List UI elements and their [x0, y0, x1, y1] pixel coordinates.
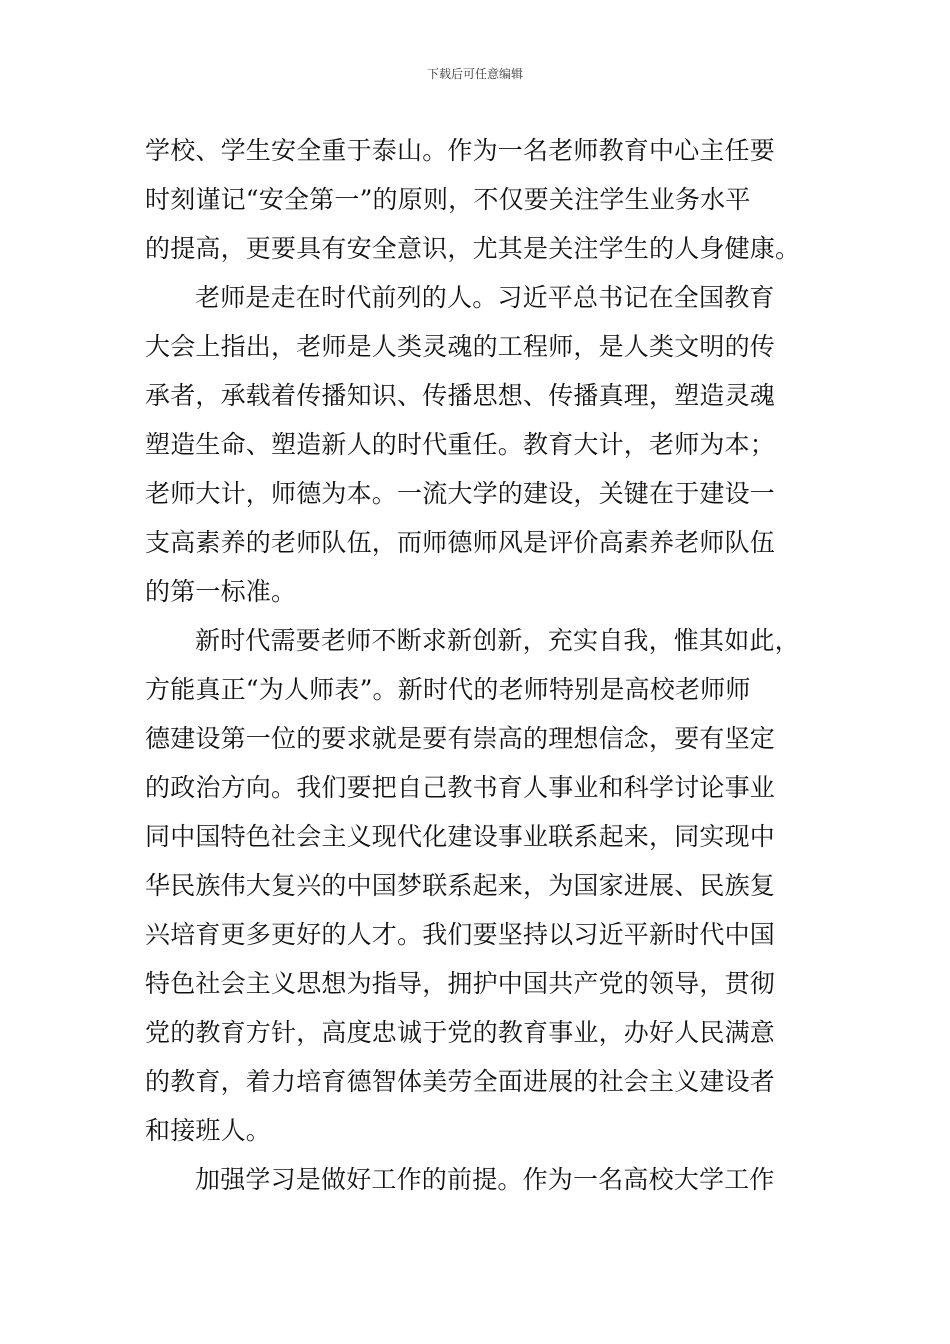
body-text [145, 126, 825, 1204]
header-note: 下载后可任意编辑 [426, 67, 523, 81]
text-line: 特色社会主义思想为指导，拥护中国共产党的领导，贯彻 [145, 969, 776, 998]
text-line: 大会上指出，老师是人类灵魂的工程师，是人类文明的传 [145, 332, 776, 361]
text-line: 的第一标准。 [145, 577, 297, 606]
text-line: 党的教育方针，高度忠诚于党的教育事业，办好人民满意 [145, 1018, 776, 1047]
text-line: 同中国特色社会主义现代化建设事业联系起来，同实现中 [145, 822, 776, 851]
text-line: 德建设第一位的要求就是要有崇高的理想信念，要有坚定 [145, 724, 776, 753]
text-line: 的政治方向。我们要把自己教书育人事业和科学讨论事业 [145, 773, 776, 802]
text-line: 时刻谨记“安全第一”的原则，不仅要关注学生业务水平 [145, 185, 751, 214]
text-line: 的提高，更要具有安全意识，尤其是关注学生的人身健康。 [145, 234, 801, 263]
text-line: 塑造生命、塑造新人的时代重任。教育大计，老师为本； [145, 430, 776, 459]
paragraph-start-line: 老师是走在时代前列的人。习近平总书记在全国教育 [195, 283, 775, 312]
text-line: 方能真正“为人师表”。新时代的老师特别是高校老师师 [145, 675, 751, 704]
text-line: 承者，承载着传播知识、传播思想、传播真理，塑造灵魂 [145, 381, 776, 410]
text-line: 华民族伟大复兴的中国梦联系起来，为国家进展、民族复 [145, 871, 776, 900]
paragraph-start-line: 加强学习是做好工作的前提。作为一名高校大学工作 [195, 1165, 775, 1194]
text-line: 的教育，着力培育德智体美劳全面进展的社会主义建设者 [145, 1067, 776, 1096]
text-line: 和接班人。 [145, 1116, 272, 1145]
paragraph-start-line: 新时代需要老师不断求新创新，充实自我，惟其如此， [195, 626, 800, 655]
text-line: 学校、学生安全重于泰山。作为一名老师教育中心主任要 [145, 136, 776, 165]
text-line: 兴培育更多更好的人才。我们要坚持以习近平新时代中国 [145, 920, 776, 949]
text-line: 支高素养的老师队伍，而师德师风是评价高素养老师队伍 [145, 528, 776, 557]
text-line: 老师大计，师德为本。一流大学的建设，关键在于建设一 [145, 479, 776, 508]
